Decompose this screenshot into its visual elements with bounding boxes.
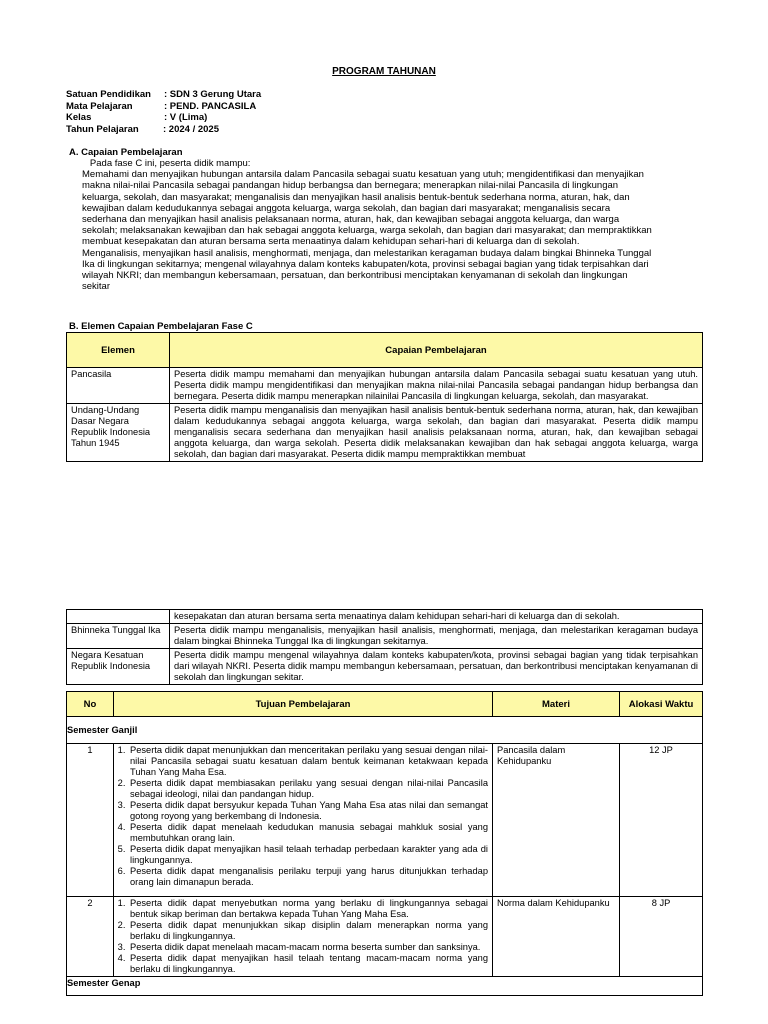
elemen-table (66, 332, 703, 462)
elemen-cell: Undang-Undang Dasar Negara Republik Indonesia Tahun 1945 (67, 404, 170, 462)
section-b-heading: B. Elemen Capaian Pembelajaran Fase C (69, 321, 253, 332)
table-row (67, 404, 703, 462)
list-item: 3. Peserta didik dapat menelaah macam-macam norma beserta sumber dan sanksinya. (128, 942, 488, 953)
capaian-cell: Peserta didik mampu memahami dan menyajikan hubungan antarsila dalam Pancasila sebagai suatu kesatuan yang utuh. Peserta didik mampu mengidentifikasi dan menyajikan makna nilai-nilai Pancasila sebagai pandangan hidup berbangsa dan bernegara. Peserta didik mampu menerapkan nilainilai Pancasila di lingkungan keluarga, sekolah, dan masyarakat. (170, 368, 703, 404)
capaian-line: membuat kesepakatan dan aturan bersama serta menaatinya dalam kehidupan sehari-hari di keluarga dan di sekolah. (82, 236, 580, 248)
elemen-cell: Negara Kesatuan Republik Indonesia (67, 649, 170, 685)
row-number: 2 (67, 897, 114, 977)
capaian-line: Ika di lingkungan sekitarnya; mengenal wilayahnya dalam konteks kabupaten/kota, provinsi sebagai bagian yang tidak terpisahkan dari (82, 258, 649, 270)
col-header-elemen: Elemen (67, 333, 170, 368)
capaian-line: wilayah NKRI; dan membangun kebersamaan, persatuan, dan berkontribusi menciptakan kenyamanan di sekolah dan lingkungan (82, 270, 628, 282)
capaian-cell: Peserta didik mampu menganalisis, menyajikan hasil analisis, menghormati, menjaga, dan melestarikan keragaman budaya dalam bingkai Bhinneka Tunggal Ika di lingkungan sekitarnya. (170, 624, 703, 649)
elemen-table-continued (66, 609, 703, 685)
elemen-cell: Pancasila (67, 368, 170, 404)
table-row (67, 368, 703, 404)
col-header-tujuan: Tujuan Pembelajaran (114, 692, 493, 717)
meta-label-kelas: Kelas (66, 112, 92, 123)
capaian-line: keluarga, sekolah, dan masyarakat; menganalisis dan menyajikan hasil analisis bentuk-bentuk sederhana norma, aturan, hak, dan (82, 191, 630, 203)
col-header-materi: Materi (493, 692, 620, 717)
row-number: 1 (67, 744, 114, 897)
meta-value-satuan: : SDN 3 Gerung Utara (164, 89, 262, 100)
meta-value-tahun: : 2024 / 2025 (163, 123, 219, 135)
section-a-heading: A. Capaian Pembelajaran (69, 147, 183, 158)
table-row (67, 897, 703, 977)
capaian-line: Memahami dan menyajikan hubungan antarsila dalam Pancasila sebagai suatu kesatuan yang utuh; mengidentifikasi dan menyajikan (82, 169, 644, 181)
meta-value-mapel: : PEND. PANCASILA (164, 100, 257, 112)
capaian-line: kewajiban dalam kedudukannya sebagai anggota keluarga, warga sekolah, dan bagian dari masyarakat; menganalisis secara (82, 202, 611, 214)
elemen-cell: Bhinneka Tunggal Ika (67, 624, 170, 649)
identity-block (66, 89, 261, 135)
meta-label-tahun: Tahun Pelajaran (66, 123, 139, 135)
materi-cell: Norma dalam Kehidupanku (493, 897, 620, 977)
page-title: PROGRAM TAHUNAN (332, 66, 436, 77)
col-header-capaian: Capaian Pembelajaran (170, 333, 703, 368)
list-item: 1. Peserta didik dapat menyebutkan norma yang berlaku di lingkungannya sebagai bentuk sikap beriman dan bertakwa kepada Tuhan Yang Maha Esa. (128, 898, 488, 920)
capaian-line: Menganalisis, menyajikan hasil analisis, menghormati, menjaga, dan melestarikan keragaman budaya dalam bingkai Bhinneka Tunggal (82, 247, 652, 259)
table-row (67, 624, 703, 649)
capaian-cell: Peserta didik mampu mengenal wilayahnya dalam konteks kabupaten/kota, provinsi sebagai bagian yang tidak terpisahkan dari wilayah NKRI. Peserta didik mampu membangun kebersamaan, persatuan, dan berkontribusi menciptakan kenyamanan di sekolah dan lingkungan sekitar. (170, 649, 703, 685)
list-item: 4. Peserta didik dapat menyajikan hasil telaah tentang macam-macam norma yang berlaku di lingkungannya. (128, 953, 488, 975)
capaian-line: Pada fase C ini, peserta didik mampu: (82, 158, 251, 169)
col-header-alokasi: Alokasi Waktu (620, 692, 703, 717)
semester-ganjil-label: Semester Ganjil (67, 717, 703, 744)
list-item: 2. Peserta didik dapat membiasakan perilaku yang sesuai dengan nilai-nilai Pancasila sebagai ideologi, nilai dan pandangan hidup. (128, 778, 488, 800)
alokasi-cell: 8 JP (620, 897, 703, 977)
capaian-cell: Peserta didik mampu menganalisis dan menyajikan hasil analisis bentuk-bentuk sederhana norma, aturan, hak, dan kewajiban dalam kedudukannya sebagai anggota keluarga, warga sekolah, dan bagian dari masyarakat. Peserta didik mampu menganalisis secara sederhana dan menyajikan hasil analisis pelaksanaan norma, aturan, hak, dan kewajiban sebagai anggota keluarga, dan warga sekolah. Peserta didik melaksanakan kewajiban dan hak sebagai anggota keluarga, warga sekolah, dan bagian dari masyarakat. Peserta didik mampu mempraktikkan membuat (170, 404, 703, 462)
tujuan-cell (114, 744, 493, 897)
capaian-cell: kesepakatan dan aturan bersama serta menaatinya dalam kehidupan sehari-hari di keluarga dan di sekolah. (170, 610, 703, 624)
tujuan-list (114, 898, 488, 975)
tujuan-table (66, 691, 703, 996)
meta-label-satuan: Satuan Pendidikan (66, 89, 151, 100)
capaian-line: sederhana dan menyajikan hasil analisis pelaksanaan norma, aturan, hak, dan kewajiban sebagai anggota keluarga, dan warga (82, 214, 620, 226)
list-item: 6. Peserta didik dapat menganalisis perilaku terpuji yang harus ditunjukkan terhadap orang lain dimanapun berada. (128, 866, 488, 888)
table-row (67, 610, 703, 624)
list-item: 5. Peserta didik dapat menyajikan hasil telaah terhadap perbedaan karakter yang ada di lingkungannya. (128, 844, 488, 866)
tujuan-list (114, 745, 488, 888)
list-item: 2. Peserta didik dapat menunjukkan sikap disiplin dalam menerapkan norma yang berlaku di lingkungannya. (128, 920, 488, 942)
elemen-cell (67, 610, 170, 624)
col-header-no: No (67, 692, 114, 717)
meta-label-mapel: Mata Pelajaran (66, 100, 133, 112)
list-item: 1. Peserta didik dapat menunjukkan dan menceritakan perilaku yang sesuai dengan nilai-nilai Pancasila sebagai suatu kesatuan dalam bentuk keimanan ketakwaan kepada Tuhan Yang Maha Esa. (128, 745, 488, 778)
list-item: 3. Peserta didik dapat bersyukur kepada Tuhan Yang Maha Esa atas nilai dan semangat gotong royong yang berkembang di Indonesia. (128, 800, 488, 822)
table-row (67, 649, 703, 685)
capaian-line: makna nilai-nilai Pancasila sebagai pandangan hidup berbangsa dan bernegara; menerapkan nilai-nilai Pancasila di lingkungan (82, 180, 619, 192)
meta-value-kelas: : V (Lima) (164, 112, 208, 123)
materi-cell: Pancasila dalam Kehidupanku (493, 744, 620, 897)
table-row (67, 744, 703, 897)
capaian-line: sekolah; melaksanakan kewajiban dan hak sebagai anggota keluarga, warga sekolah, dan bagian dari masyarakat; dan mempraktikkan (82, 225, 652, 237)
tujuan-cell (114, 897, 493, 977)
list-item: 4. Peserta didik dapat menelaah kedudukan manusia sebagai mahkluk sosial yang membutuhkan orang lain. (128, 822, 488, 844)
alokasi-cell: 12 JP (620, 744, 703, 897)
capaian-line: sekitar (82, 281, 110, 293)
semester-genap-label: Semester Genap (67, 977, 703, 996)
capaian-paragraph (82, 158, 692, 292)
